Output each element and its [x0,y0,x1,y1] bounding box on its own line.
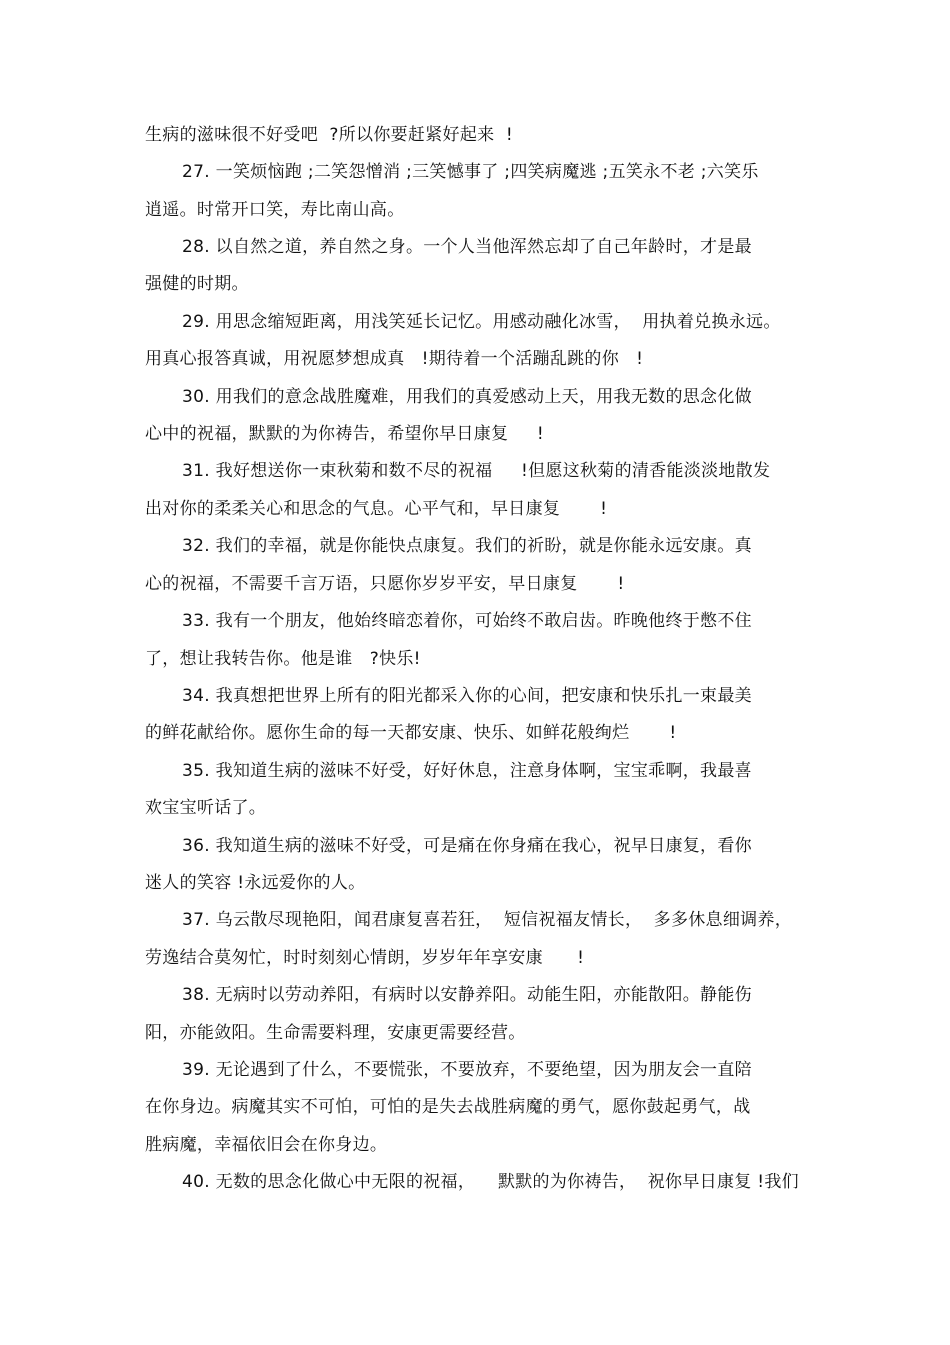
text-line: 31. 我好想送你一束秋菊和数不尽的祝福 !但愿这秋菊的清香能淡淡地散发 [182,461,771,481]
text-line: 38. 无病时以劳动养阳，有病时以安静养阳。动能生阳，亦能散阳。静能伤 [182,985,752,1005]
text-line: 40. 无数的思念化做心中无限的祝福， 默默的为你祷告， 祝你早日康复 !我们 [182,1172,799,1192]
text-line: 27. 一笑烦恼跑 ;二笑怨憎消 ;三笑憾事了 ;四笑病魔逃 ;五笑永不老 ;六笑乐 [182,162,759,182]
text-line: 了，想让我转告你。他是谁 ?快乐! [145,649,421,669]
text-line: 强健的时期。 [145,274,249,294]
text-line: 34. 我真想把世界上所有的阳光都采入你的心间，把安康和快乐扎一束最美 [182,686,752,706]
text-line: 33. 我有一个朋友，他始终暗恋着你，可始终不敢启齿。昨晚他终于憋不住 [182,611,752,631]
text-line: 生病的滋味很不好受吧 ?所以你要赶紧好起来 ! [145,125,513,145]
text-line: 30. 用我们的意念战胜魔难，用我们的真爱感动上天，用我无数的思念化做 [182,387,752,407]
text-line: 出对你的柔柔关心和思念的气息。心平气和，早日康复 ! [145,499,608,519]
text-line: 35. 我知道生病的滋味不好受，好好休息，注意身体啊，宝宝乖啊，我最喜 [182,761,752,781]
text-line: 39. 无论遇到了什么，不要慌张，不要放弃，不要绝望，因为朋友会一直陪 [182,1060,752,1080]
text-line: 迷人的笑容 !永远爱你的人。 [145,873,366,893]
text-line: 劳逸结合莫匆忙，时时刻刻心情朗，岁岁年年享安康 ! [145,948,585,968]
text-line: 28. 以自然之道，养自然之身。一个人当他浑然忘却了自己年龄时，才是最 [182,237,752,257]
text-line: 心的祝福，不需要千言万语，只愿你岁岁平安，早日康复 ! [145,574,625,594]
text-line: 用真心报答真诚，用祝愿梦想成真 !期待着一个活蹦乱跳的你 ! [145,349,644,369]
text-line: 胜病魔，幸福依旧会在你身边。 [145,1135,388,1155]
text-line: 的鲜花献给你。愿你生命的每一天都安康、快乐、如鲜花般绚烂 ! [145,723,677,743]
text-line: 37. 乌云散尽现艳阳，闻君康复喜若狂， 短信祝福友情长， 多多休息细调养， [182,910,793,930]
text-line: 在你身边。病魔其实不可怕，可怕的是失去战胜病魔的勇气，愿你鼓起勇气，战 [145,1097,751,1117]
text-line: 29. 用思念缩短距离，用浅笑延长记忆。用感动融化冰雪， 用执着兑换永远。 [182,312,781,332]
text-line: 阳，亦能敛阳。生命需要料理，安康更需要经营。 [145,1023,526,1043]
text-line: 32. 我们的幸福，就是你能快点康复。我们的祈盼，就是你能永远安康。真 [182,536,752,556]
text-line: 逍遥。时常开口笑，寿比南山高。 [145,200,405,220]
text-line: 心中的祝福，默默的为你祷告，希望你早日康复 ! [145,424,544,444]
text-line: 36. 我知道生病的滋味不好受，可是痛在你身痛在我心，祝早日康复，看你 [182,836,752,856]
text-line: 欢宝宝听话了。 [145,798,267,818]
